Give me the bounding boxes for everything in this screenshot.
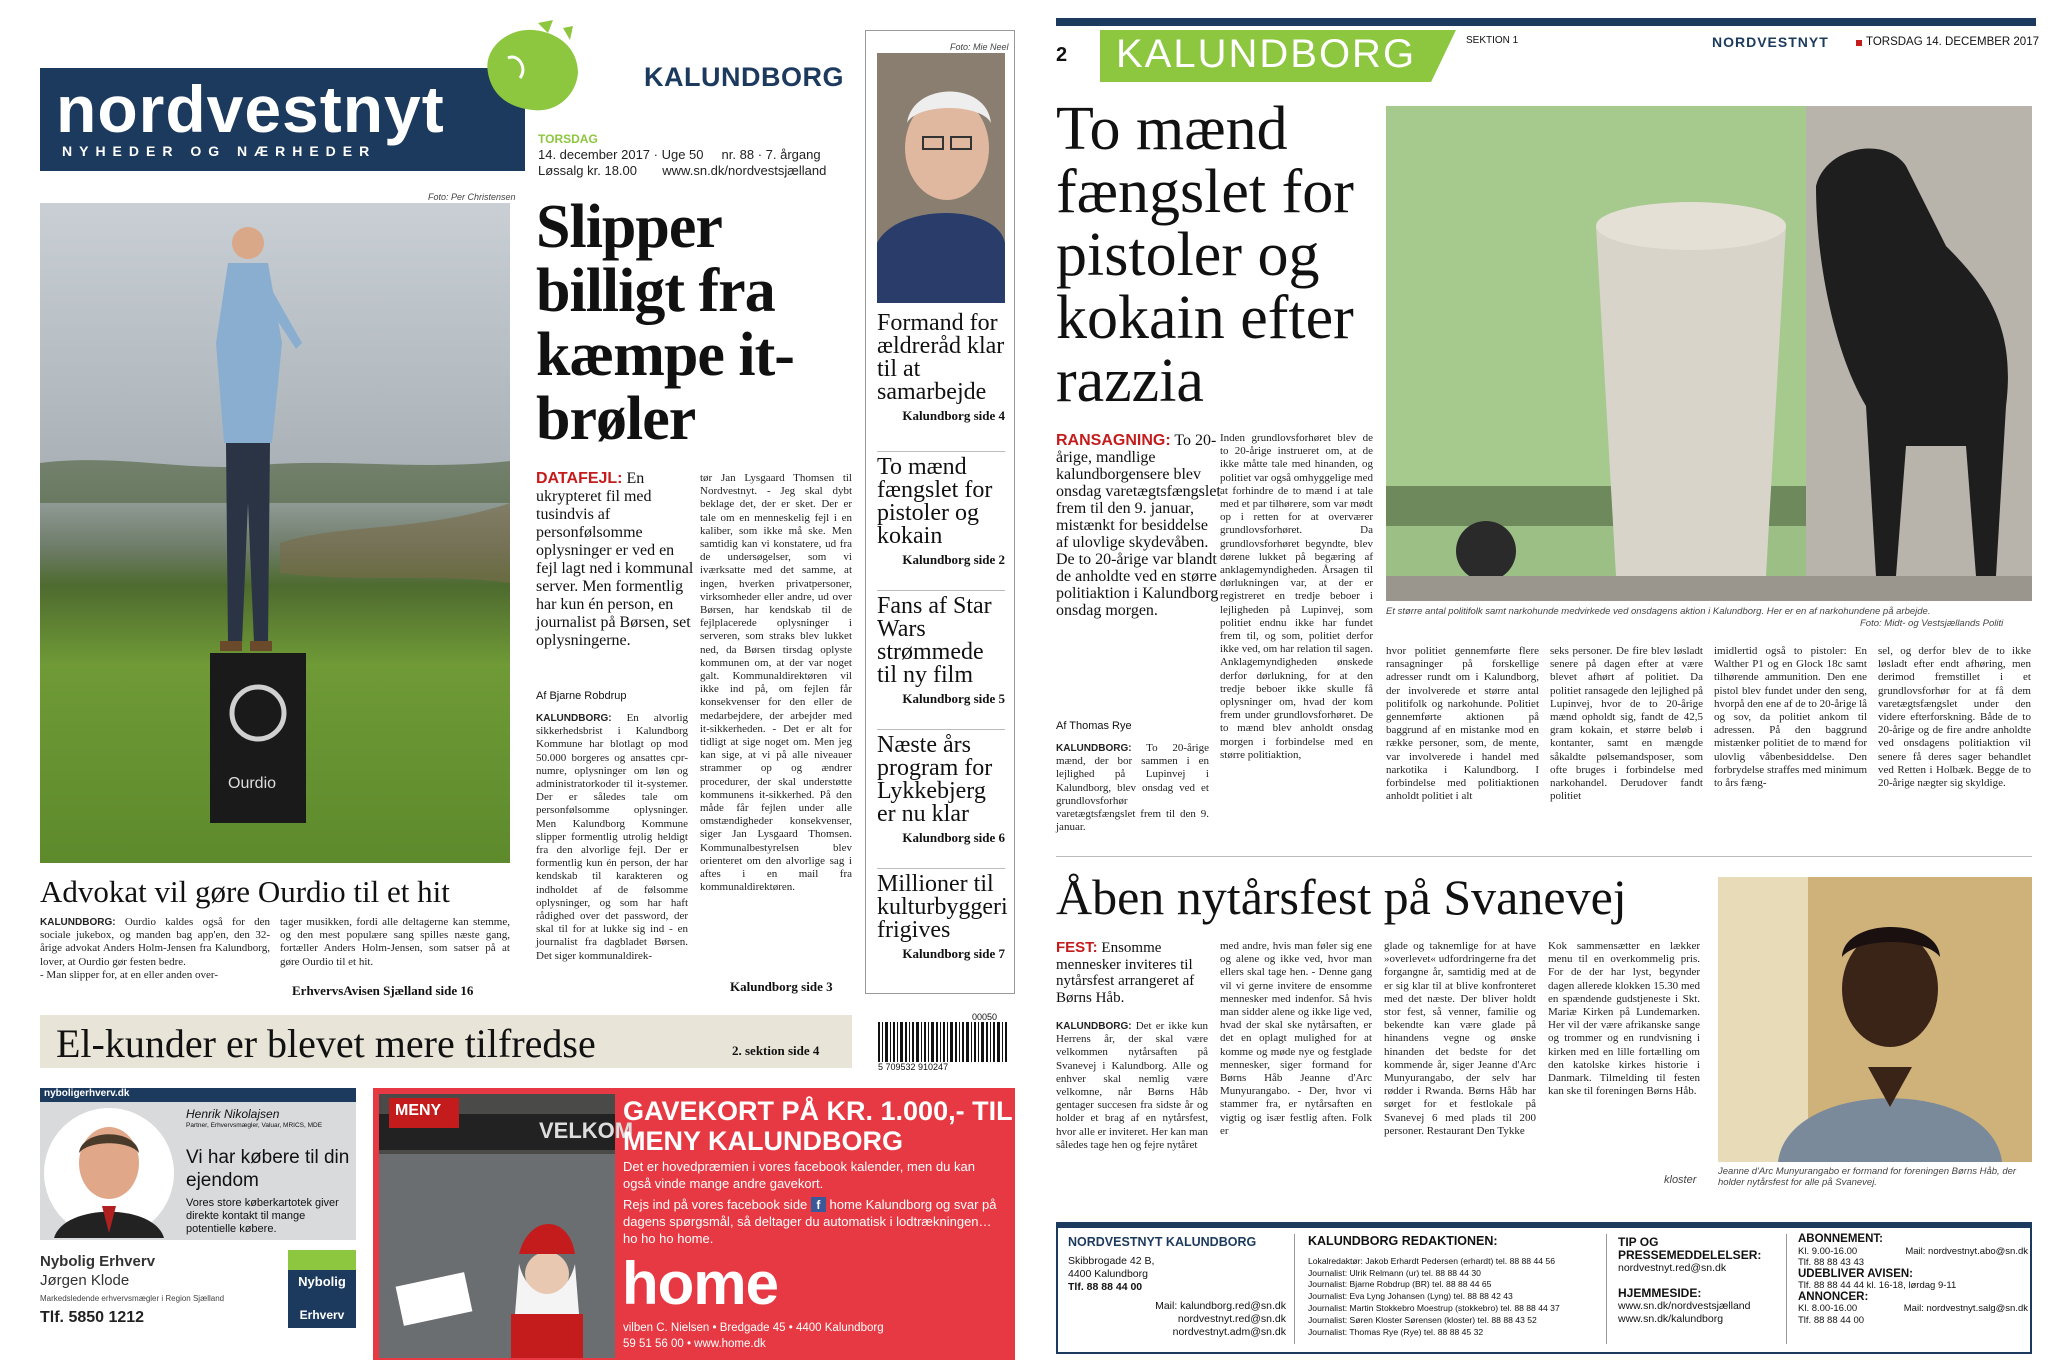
nybolig-body: Vores store køberkartotek giver direkte kontakt til mange potentielle købere. xyxy=(186,1197,339,1235)
store-sign: MENY xyxy=(395,1102,442,1119)
footer-box3-title2: HJEMMESIDE: xyxy=(1618,1286,1702,1300)
footer-box2: KALUNDBORG REDAKTIONEN: Lokalredaktør: Jakob Erhardt Pedersen (erhardt) tel. 88 88 44 56 Journalist: Ulrik Relmann (ur) tel. 88 88 44 30 Journalist: Bjarne Robdrup (BR) tel. 88 88 44 65 Journalist: Eva Lyng Johansen (Lyng) tel. 88 88 42 43 Journalist: Martin Stokkebro Moestrup (stokkebro) tel. 88 88 44 37 Journalist: Søren Kloster Sørensen (kloster) tel. 88 88 43 52 Journalist: Thomas Rye (Rye) tel. 88 88 45 32 xyxy=(1308,1236,1602,1338)
story2-signoff: kloster xyxy=(1664,1174,1697,1186)
story-headline: To mænd fængslet for pistoler og kokain efter razzia xyxy=(1056,95,1354,415)
story-intro xyxy=(1056,432,1224,619)
story-divider xyxy=(1056,856,2032,857)
nybolig-site: nyboligerhverv.dk xyxy=(40,1088,356,1102)
home-ad-text2b: home Kalundborg og svar på dagens spørgsmål, så deltager du automatisk i lodtrækningen… ho ho ho home. xyxy=(623,1197,997,1246)
nybolig-person: Jørgen Klode xyxy=(40,1272,130,1289)
story-col1 xyxy=(1056,742,1209,842)
banner-headline: El-kunder er blevet mere tilfredse xyxy=(56,1021,596,1066)
story2-caption: Jeanne d'Arc Munyurangabo er formand for foreningen Børns Håb, der holder nytårsfest for alle på Svanevej. xyxy=(1718,1166,2017,1188)
story2-portrait xyxy=(1718,877,2032,1162)
story-kicker: RANSAGNING: xyxy=(1056,432,1171,449)
footer-divider-3 xyxy=(1786,1234,1787,1344)
teaser-item[interactable]: Formand for ældreråd klar til at samarbejde Kalundborg side 4 xyxy=(877,310,1005,423)
story2-col4: Kok sammensætter en lækker menu til en overkommelig pris. For de der har lyst, begynder dagen allerede klokken 15.30 med en spændende gudstjeneste i Skt. Mariæ Kirken på Lundemarken. Her vil der være afrikanske sange og trommer og en rundvisning i kirken med en lille fortælling om den katolske kirkes historie i Danmark. Tilmelding til festen kan ske til foreningen Børns Håb. xyxy=(1548,940,1700,1098)
main-photo xyxy=(40,203,510,863)
lead-intro-text: En ukrypteret fil med tusindvis af personfølsomme oplysninger er ved en fejl lagt ned i kommunal server. Men formentlig har kun én person, en journalist på Børsen, set oplysningerne. xyxy=(536,470,694,649)
story-col5: imidlertid også to pistoler: En Walther P1 og en Glock 18c samt tilhørende ammunition. Den ene pistol blev fundet under den seng, hvorpå den ene af de to 20-årige lå og sov, da politiet ankom til adressen. På den baggrund mistænker politiet de to mænd for ulovlig våbenbesiddelse. Den forbrydelse straffes med minimum to års fæng- xyxy=(1714,645,1868,790)
footer-box3-title: TIP OG PRESSEMEDDELELSER: xyxy=(1618,1235,1762,1262)
nybolig-agent-name: Henrik Nikolajsen xyxy=(186,1107,280,1121)
page-number: 2 xyxy=(1056,44,1068,66)
home-ad-headline: GAVEKORT PÅ KR. 1.000,- TIL MENY KALUNDBORG xyxy=(623,1096,1013,1156)
barcode-top-num: 00050 xyxy=(972,1012,998,1022)
home-ad-text2 xyxy=(623,1196,1003,1247)
home-ad-text2a: Rejs ind på vores facebook side xyxy=(623,1197,808,1212)
home-logo: home xyxy=(622,1250,779,1317)
banner-ref: 2. sektion side 4 xyxy=(732,1043,820,1058)
story-col2: Inden grundlovsforhøret blev de to 20-årige instrueret om, at de ikke måtte tale med hinanden, og politiet var også omhyggelige med at forhindre de to mænd i at tale med et par tilhørere, som var mødt op i retten for at overværer grundlovsforhøret. Da grundlovsforhøret begyndte, blev dørene lukket på begæring af anklagemyndigheden. Årsagen til dørlukningen var, at der er registreret en tredje beboer i lejligheden på Lupinvej, som politiet endnu ikke har fundet frem til, og som, politiet derfor ikke ved, om har relation til sagen. Anklagemyndigheden ønskede derfor dørlukning, for at den tredje beboer ikke skulle få oplysninger om, hvad der kom frem under grundlovsforhøret. De to mænd blev anholdt onsdag morgen i forbindelse med en større politiaktion, xyxy=(1220,432,1373,761)
footer-divider-2 xyxy=(1606,1234,1607,1344)
sidebar-photo-credit: Foto: Mie Neel xyxy=(950,42,1009,52)
masthead-price: Løssalg kr. 18.00 www.sn.dk/nordvestsjælland xyxy=(538,163,827,178)
home-ad-contact[interactable]: 59 51 56 00 • www.home.dk xyxy=(623,1338,766,1350)
ourdio-headline: Advokat vil gøre Ourdio til et hit xyxy=(40,874,450,909)
story-intro-text: To 20-årige, mandlige kalundborgensere blev onsdag varetægtsfængslet frem til den 9. januar, mistænkt for besiddelse af ulovlige skydevåben. De to 20-årige var blandt de anholdte ved en større politiaktion i Kalundborg onsdag morgen. xyxy=(1056,432,1221,619)
ourdio-col2: tager musikken, fordi alle deltagerne kan stemme, og den mest populære sang spilles næste gang, fortæller Anders Holm-Jensen, som satser på at gøre Ourdio til et hit. xyxy=(280,916,510,968)
barcode-number: 5 709532 910247 xyxy=(878,1062,949,1072)
story-col4: seks personer. De fire blev løsladt senere på dagen efter at være blevet afhørt af politiet. Da politiet ransagede den lejlighed på Lupinvej, hvor de to 20-årige mænd opholdt sig, fandt de 42,5 gram kokain, et større beløb i kontanter, samt en mængde såkaldte pølsemandsposer, som ofte bruges i forbindelse med narkohandel. Derudover fandt politiet xyxy=(1550,645,1703,803)
lead-intro xyxy=(536,470,696,650)
footer-mail-3[interactable]: nordvestnyt.adm@sn.dk xyxy=(1172,1326,1286,1338)
paper-date: TORSDAG 14. DECEMBER 2017 xyxy=(1866,36,2039,48)
lead-col2: tør Jan Lysgaard Thomsen til Nordvestnyt. - Jeg skal dybt beklage det, der er sket. Der er tale om en menneskelig fejl i en kaliber, som ikke må ske. Men samtidig kan vi konstatere, ud fra de undersøgelser, som vi iværksatte med det samme, at ingen, hverken privatpersoner, virksomheder eller andre, ud over Børsen, har kendskab til de fejlplacerede oplysninger i serveren, som straks blev lukket ned, da Børsen tirsdag oplyste kommunen om, at der var noget galt. Kommunaldirektøren vil ikke ind på, om fejlen får konsekvenser for den eller de medarbejdere, der arbejder med it-sikkerheden. - Det er alt for tidligt at sige noget om. Men jeg kan sige, at vi på alle niveauer strammer op og ændrer procedurer, der skal understøtte kommunens it-sikkerhed. På den måde får fejlen under alle omstændigheder konsekvenser, siger Jan Lysgaard Thomsen. Kommunalbestyrelsen blev orienteret om den alvorlige sag i aftes i en mail fra kommunaldirektøren. xyxy=(700,472,852,894)
lead-dateline: KALUNDBORG: xyxy=(536,713,612,724)
green-globe-icon xyxy=(478,18,588,118)
story2-col1 xyxy=(1056,1020,1208,1190)
home-ad-address: vilben C. Nielsen • Bredgade 45 • 4400 Kalundborg xyxy=(623,1322,884,1334)
masthead-tagline: NYHEDER OG NÆRHEDER xyxy=(62,143,377,159)
story2-headline: Åben nytårsfest på Svanevej xyxy=(1056,869,1627,925)
footer-web-1[interactable]: www.sn.dk/nordvestsjælland xyxy=(1618,1300,1751,1312)
ourdio-dateline: KALUNDBORG: xyxy=(40,917,116,928)
home-ad-text1: Det er hovedpræmien i vores facebook kalender, men du kan også vinde mange andre gavekort. xyxy=(623,1159,975,1191)
home-ad-store-photo xyxy=(379,1094,634,1358)
story2-intro xyxy=(1056,940,1216,1006)
store-sign-2: VELKOM xyxy=(539,1118,634,1143)
lead-headline: Slipper billigt fra kæmpe it-brøler xyxy=(536,193,794,453)
story-col3: hvor politiet gennemførte flere ransagninger på forskellige adresser rundt om i Kalundborg, der involverede et større antal politifolk og narkohunde. Politiet gennemførte aktionen på baggrund af en mistanke mod en række personer, som, de mente, var involverede i handel med narkotika i Kalundborg. I forbindelse med politiaktionen anholdt politiet i alt xyxy=(1386,645,1539,803)
lead-byline: Af Bjarne Robdrup xyxy=(536,690,627,702)
nybolig-logo-bottom: Erhverv xyxy=(299,1308,345,1322)
photo-credit: Foto: Midt- og Vestsjællands Politi xyxy=(1860,618,2004,629)
nybolig-desc: Markedsledende erhvervsmægler i Region Sjælland xyxy=(40,1294,225,1303)
masthead-logo: nordvestnyt xyxy=(56,72,445,146)
speaker-brand-label: Ourdio xyxy=(228,775,277,792)
sidebar-photo xyxy=(877,53,1005,303)
teaser-item[interactable]: Næste års program for Lykkebjerg er nu klar Kalundborg side 6 xyxy=(877,729,1005,868)
facebook-icon: f xyxy=(811,1197,826,1212)
story2-intro-text: Ensomme mennesker inviteres til nytårsfest arrangeret af Børns Håb. xyxy=(1056,940,1195,1006)
story-col1-text: To 20-årige mænd, der bor sammen i en lejlighed på Lupinvej i Kalundborg, blev onsdag ved et grundlovsforhør varetægtsfængslet frem til den 9. januar. xyxy=(1056,742,1209,834)
footer-ads-row: Kl. 8.00-16.00 Mail: nordvestnyt.salg@sn.dk xyxy=(1798,1303,2028,1314)
story2-col2: med andre, hvis man føler sig ene og alene og ikke ved, hvor man ellers skal tage hen. - Denne gang vil vi gerne invitere de ensomme mennesker med indenfor. Så hvis man sidder alene og ikke lige ved, hvad der skal ske nytårsaften, er det en oplagt mulighed for at komme og møde nye og festglade mennesker, siger formand for Børns Håb Jeanne d'Arc Munyurangabo. - Der, hvor vi stammer fra, er nytårsaften en vigtig og især festlig aften. Folk er xyxy=(1220,940,1372,1137)
story-byline: Af Thomas Rye xyxy=(1056,720,1132,732)
footer-divider-1 xyxy=(1294,1234,1295,1344)
nybolig-logo-top: Nybolig xyxy=(298,1274,346,1289)
section-label: SEKTION 1 xyxy=(1466,35,1519,46)
ourdio-col1b: - Man slipper for, at en eller anden over- xyxy=(40,968,219,981)
top-rule xyxy=(1056,18,2036,26)
nybolig-phone[interactable]: Tlf. 5850 1212 xyxy=(40,1309,145,1326)
footer-box4: ABONNEMENT: Kl. 9.00-16.00 Mail: nordvestnyt.abo@sn.dk Tlf. 88 88 43 43 UDEBLIVER AVISEN: Tlf. 88 88 44 44 kl. 16-18, lørdag 9-11 ANNONCER: Kl. 8.00-16.00 Mail: nordvestnyt.salg@sn.dk Tlf. 88 88 44 00 xyxy=(1798,1233,2028,1326)
nybolig-logo xyxy=(288,1250,356,1328)
paper-separator xyxy=(1856,40,1862,46)
nybolig-agent-photo xyxy=(44,1108,174,1238)
footer-box3 xyxy=(1618,1236,1782,1326)
lead-col1 xyxy=(536,712,688,990)
masthead-day: TORSDAG xyxy=(538,132,598,146)
paper-name: NORDVESTNYT xyxy=(1712,34,1829,50)
barcode-icon xyxy=(878,1022,1010,1062)
nybolig-agent-title: Partner, Erhvervsmægler, Valuar, MRICS, MDE xyxy=(186,1122,323,1129)
footer-tip-mail[interactable]: nordvestnyt.red@sn.dk xyxy=(1618,1262,1727,1274)
story2-col1-text: Det er ikke kun Herrens år, der skal være velkommen nytårsaften på Svanevej i Kalundborg. Alle og enhver skal nemlig være velkomne, når Børns Håb gentager succesen fra sidste år og holder et brag af en nytårsfest, hvor alle er inviteret. Her kan man således tage hen og fejre nytåret xyxy=(1056,1020,1209,1151)
story2-col3: glade og taknemlige for at have »overlevet« udfordringerne fra det forgangne år, samtidig med at de er sig klar til at blive konfronteret med det næste. Der bliver holdt stor fest, så venner, familie og bekendte kan være glade på hinandens vegne og ønske hinanden det bedste for det kommende år, siger Jeanne d'Arc Munyurangabo, der selv har rødder i Rwanda. Børns Håb har sørget for et festlokale på Svanevej 6 med plads til 200 personer. Restaurant Den Tykke xyxy=(1384,940,1536,1137)
footer-abo-row: Kl. 9.00-16.00 Mail: nordvestnyt.abo@sn.dk xyxy=(1798,1245,2028,1257)
photo-caption: Et større antal politifolk samt narkohunde medvirkede ved onsdagens aktion i Kalundborg. Her er en af narkohundene på arbejde. xyxy=(1386,606,1931,617)
lead-ref: Kalundborg side 3 xyxy=(730,979,833,994)
lead-kicker: DATAFEJL: xyxy=(536,470,623,487)
masthead-edition: KALUNDBORG xyxy=(644,62,844,92)
story-col6: sel, og derfor blev de to ikke løsladt efter endt afhøring, men derimod fremstillet i et grundlovsforhør for at få dem varetægtsfængslet under den videre efterforskning. Både de to 20-årige og de fire andre anholdte ved onsdagens politiaktion vil senere få deres sager behandlet ved Retten i Holbæk. Begge de to 20-årige nægter sig skyldige. xyxy=(1878,645,2031,790)
main-photo-credit: Foto: Per Christensen xyxy=(428,192,516,202)
teaser-item[interactable]: Fans af Star Wars strømmede til ny film Kalundborg side 5 xyxy=(877,590,1005,729)
nybolig-headline: Vi har købere til din ejendom xyxy=(186,1147,350,1191)
footer-box1-title: NORDVESTNYT KALUNDBORG xyxy=(1068,1235,1257,1249)
footer-box2-title: KALUNDBORG REDAKTIONEN: xyxy=(1308,1234,1498,1248)
story2-dateline: KALUNDBORG: xyxy=(1056,1021,1132,1032)
lead-col1-text: En alvorlig sikkerhedsbrist i Kalundborg Kommune har blotlagt op mod 50.000 borgeres og ansattes cpr-numre, oplysninger om løn og administratorkoder til it-systemer. Der er således tale om personfølsomme oplysninger. Men Kalundborg Kommune slipper formentlig utrolig heldigt fra den alvorlige fejl. Der er formentlig kun én person, der har kendskab til karakteren og indholdet af de følsomme oplysninger, og som har haft rådighed over det password, der skal til for at lukke sig ind - en journalist fra dagbladet Børsen. Det siger kommunaldirek- xyxy=(536,712,689,962)
ourdio-col1-text: Ourdio kaldes også for den sociale jukebox, og manden bag app'en, den 32-årige advokat Anders Holm-Jensen fra Kalundborg, lover, at Ourdio gør festen bedre. xyxy=(40,916,270,968)
masthead-date: 14. december 2017 · Uge 50 nr. 88 · 7. årgang xyxy=(538,147,821,162)
teaser-item[interactable]: To mænd fængslet for pistoler og kokain Kalundborg side 2 xyxy=(877,451,1005,590)
story-dateline: KALUNDBORG: xyxy=(1056,743,1132,754)
nybolig-company: Nybolig Erhverv xyxy=(40,1253,156,1270)
ourdio-col1 xyxy=(40,916,270,986)
footer-mail-1[interactable]: Mail: kalundborg.red@sn.dk xyxy=(1155,1300,1286,1312)
teaser-item[interactable]: Millioner til kulturbyggeri frigives Kalundborg side 7 xyxy=(877,868,1005,1007)
section-name: KALUNDBORG xyxy=(1116,32,1417,76)
footer-mail-2[interactable]: nordvestnyt.red@sn.dk xyxy=(1177,1313,1286,1325)
story2-kicker: FEST: xyxy=(1056,939,1098,956)
teaser-list xyxy=(877,310,1008,1007)
police-dog-photo xyxy=(1386,106,2032,601)
footer-web-2[interactable]: www.sn.dk/kalundborg xyxy=(1618,1313,1724,1325)
footer-box1: NORDVESTNYT KALUNDBORG Skibbrogade 42 B, 4400 Kalundborg Tlf. 88 88 44 00 Mail: kalundborg.red@sn.dk nordvestnyt.red@sn.dk nordvestnyt.adm@sn.dk xyxy=(1068,1235,1286,1338)
ourdio-ref: ErhvervsAvisen Sjælland side 16 xyxy=(292,983,474,998)
